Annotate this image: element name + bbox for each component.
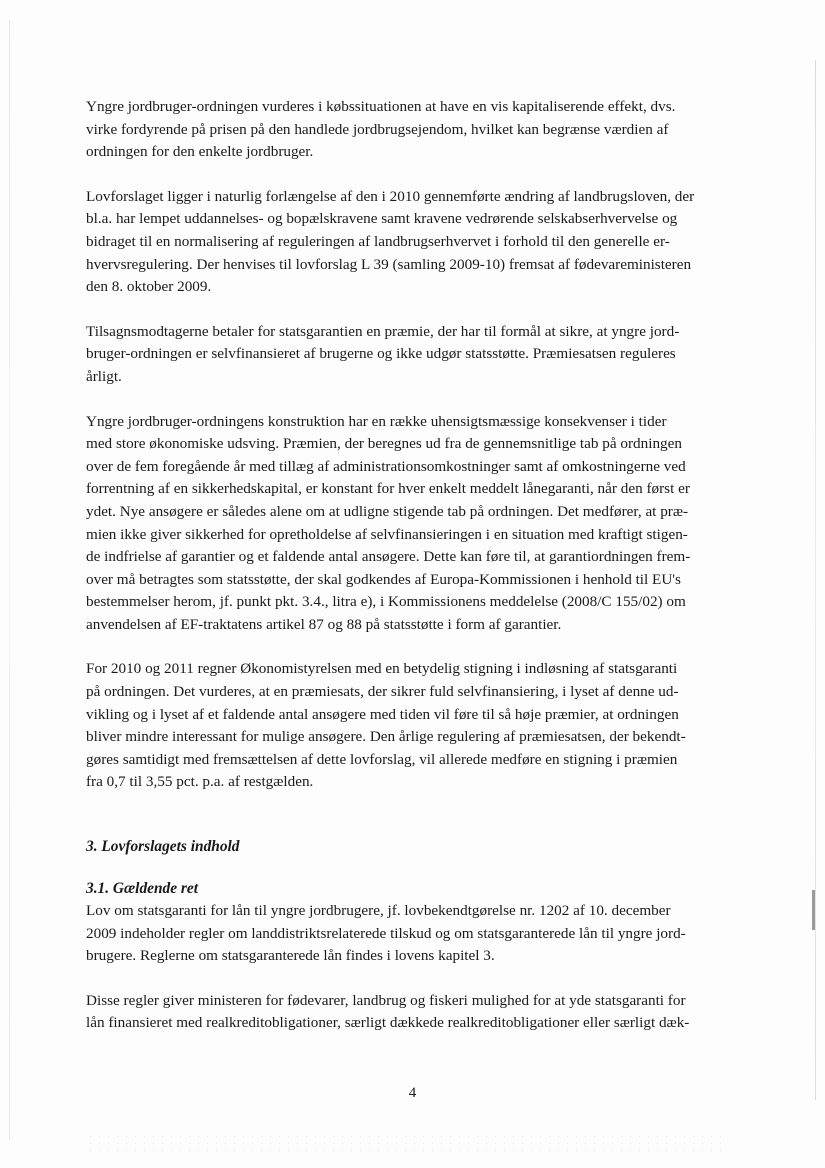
scan-noise	[86, 1133, 726, 1153]
paragraph-ministeren: Disse regler giver ministeren for fødevarer, landbrug og fiskeri mulighed for at yde statsgaranti for lån finansieret med realkreditobligationer, særligt dækkede realkreditobligationer eller særligt dæk-	[86, 991, 690, 1032]
page-number: 4	[408, 1085, 417, 1101]
section-spacer	[86, 858, 758, 878]
paragraph-kapitaliserende-effekt: Yngre jordbruger-ordningen vurderes i købssituationen at have en vis kapitaliserende effekt, dvs. virke fordyrende på prisen på den handlede jordbrugsejendom, hvilket kan begrænse værdien af ordningen for den enkelte jordbruger.	[86, 98, 676, 161]
paragraph-landbrugsloven: Lovforslaget ligger i naturlig forlængelse af den i 2010 gennemførte ændring af landbrugsloven, der bl.a. har lempet uddannelses- og bopælskravene samt kravene vedrørende selskabserhvervelse og bidraget til en normalisering af reguleringen af landbrugserhvervet i forhold til den generelle er- hvervsregulering. Der henvises til lovforslag L 39 (samling 2009-10) fremsat af fødevareministeren den 8. oktober 2009.	[86, 187, 695, 296]
scan-edge-mark	[812, 890, 815, 930]
subsection-heading-gaeldende-ret: 3.1. Gældende ret	[86, 880, 198, 898]
paragraph-spacer	[86, 636, 758, 658]
paragraph-gaeldende-ret: Lov om statsgaranti for lån til yngre jordbrugere, jf. lovbekendtgørelse nr. 1202 af 10. december 2009 indeholder regler om landdistriktsrelaterede tilskud og om statsgaranterede lån til yngre jord- brugere. Reglerne om statsgaranterede lån findes i lovens kapitel 3.	[86, 902, 686, 965]
paragraph-spacer	[86, 164, 758, 186]
paragraph-praemie: Tilsagnsmodtagerne betaler for statsgarantien en præmie, der har til formål at sikre, at yngre jord- bruger-ordningen er selvfinansieret af brugerne og ikke udgør statsstøtte. Præmiesatsen reguleres årligt.	[86, 322, 680, 385]
document-body	[86, 96, 758, 1035]
scan-edge-left	[9, 20, 10, 1140]
scan-edge-right	[815, 60, 816, 1100]
paragraph-2010-2011: For 2010 og 2011 regner Økonomistyrelsen med en betydelig stigning i indløsning af statsgaranti på ordningen. Det vurderes, at en præmiesats, der sikrer fuld selvfinansiering, i lyset af denne ud- vikling og i lyset af et faldende antal ansøgere med tiden vil føre til så høje præmier, at ordningen bliver mindre interessant for mulige ansøgere. Den årlige regulering af præmiesatsen, der bekendt- gøres samtidigt med fremsættelsen af dette lovforslag, vil allerede medføre en stigning i præmien fra 0,7 til 3,55 pct. p.a. af restgælden.	[86, 660, 686, 791]
paragraph-spacer	[86, 968, 758, 990]
section-heading-lovforslagets-indhold: 3. Lovforslagets indhold	[86, 838, 240, 856]
paragraph-spacer	[86, 389, 758, 411]
paragraph-spacer	[86, 299, 758, 321]
section-spacer	[86, 794, 758, 836]
paragraph-konsekvenser: Yngre jordbruger-ordningens konstruktion har en række uhensigtsmæssige konsekvenser i tider med store økonomiske udsving. Præmien, der beregnes ud fra de gennemsnitlige tab på ordningen over de fem foregående år med tillæg af administrationsomkostninger samt af omkostningerne ved forrentning af en sikkerhedskapital, er konstant for hver enkelt meddelt lånegaranti, når den først er ydet. Nye ansøgere er således alene om at udligne stigende tab på ordningen. Det medfører, at præ- mien ikke giver sikkerhed for opretholdelse af selvfinansieringen i en situation med kraftigt stigen- de indfrielse af garantier og et faldende antal ansøgere. Dette kan føre til, at garantiordningen frem- over må betragtes som statsstøtte, der skal godkendes af Europa-Kommissionen i henhold til EU's bestemmelser herom, jf. punkt pkt. 3.4., litra e), i Kommissionens meddelelse (2008/C 155/02) om anvendelsen af EF-traktatens artikel 87 og 88 på statsstøtte i form af garantier.	[86, 412, 691, 633]
